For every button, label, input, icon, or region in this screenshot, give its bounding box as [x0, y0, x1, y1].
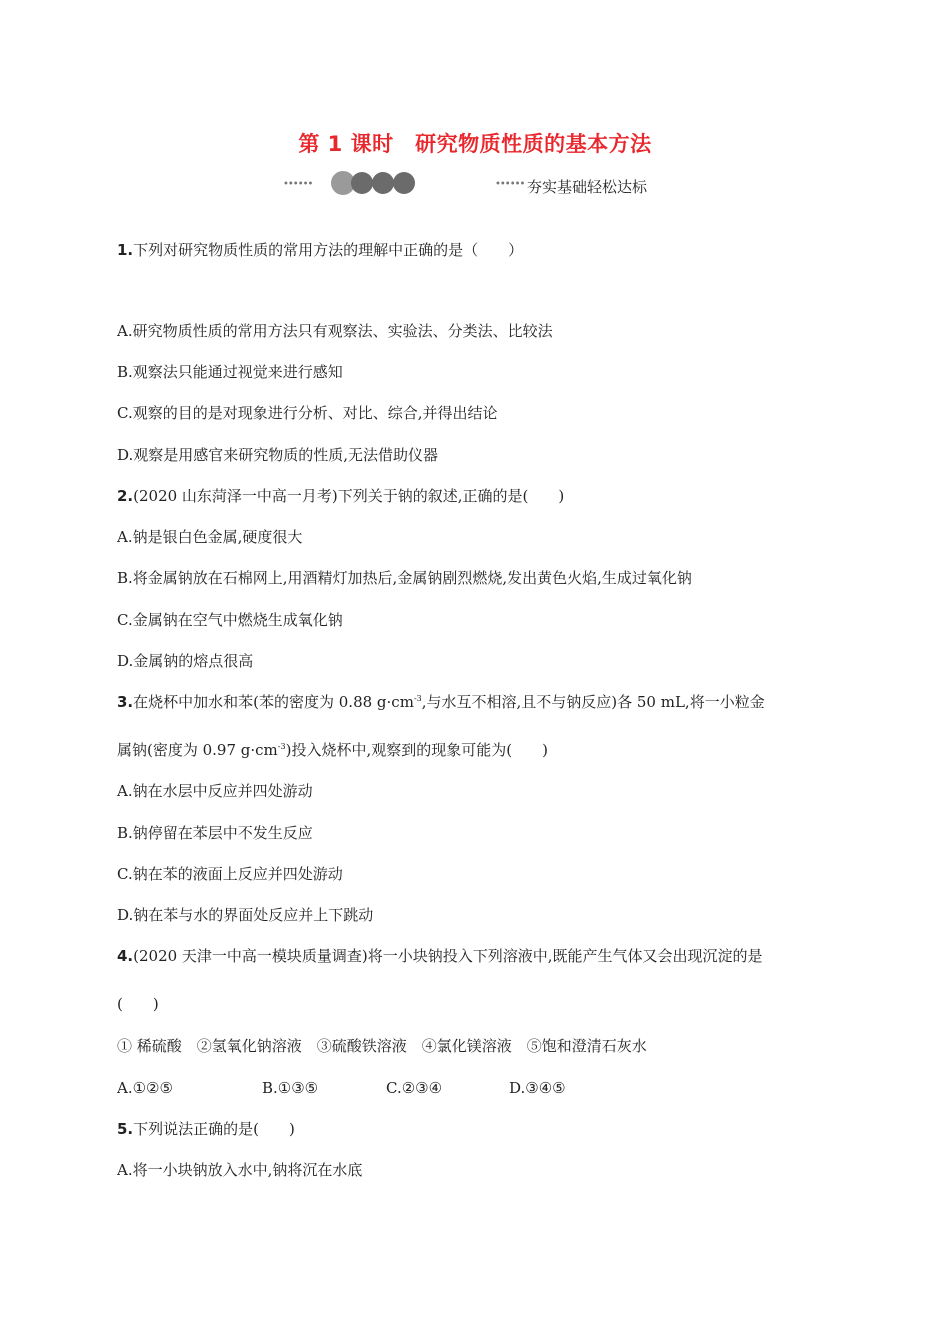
option-d: D.③④⑤ — [509, 1079, 566, 1097]
option-d: D.金属钠的熔点很高 — [117, 652, 254, 670]
question-stem: 下列对研究物质性质的常用方法的理解中正确的是（ ） — [133, 241, 524, 259]
question-4 — [117, 946, 763, 966]
question-number: 1. — [117, 241, 134, 259]
question-stem: 属钠(密度为 0.97 g·cm — [117, 741, 278, 759]
question-stem: (2020 天津一中高一模块质量调查)将一小块钠投入下列溶液中,既能产生气体又会出现沉淀的是 — [133, 947, 763, 965]
banner-dots-right: •••••• — [495, 179, 525, 190]
question-2 — [117, 486, 564, 506]
option-a: A.钠在水层中反应并四处游动 — [117, 782, 313, 800]
option-b: B.①③⑤ — [262, 1079, 319, 1097]
question-3-continued — [117, 740, 548, 760]
banner-dots-left: •••••• — [283, 179, 313, 190]
option-c: C.钠在苯的液面上反应并四处游动 — [117, 865, 343, 883]
question-stem: )投入烧杯中,观察到的现象可能为( ) — [285, 741, 548, 759]
question-number: 4. — [117, 947, 134, 965]
question-number: 2. — [117, 487, 134, 505]
section-banner — [283, 170, 683, 200]
option-a: A.钠是银白色金属,硬度很大 — [117, 528, 303, 546]
question-number: 3. — [117, 693, 134, 711]
solution-list: ① 稀硫酸 ②氢氧化钠溶液 ③硫酸铁溶液 ④氯化镁溶液 ⑤饱和澄清石灰水 — [117, 1037, 647, 1055]
option-b: B.钠停留在苯层中不发生反应 — [117, 824, 313, 842]
banner-ball-icon — [351, 172, 373, 194]
answer-parens: ( ) — [117, 995, 159, 1013]
superscript: -3 — [277, 742, 286, 751]
banner-label: 夯实基础轻松达标 — [527, 178, 648, 196]
question-stem: (2020 山东菏泽一中高一月考)下列关于钠的叙述,正确的是( ) — [133, 487, 565, 505]
page-title: 第 1 课时 研究物质性质的基本方法 — [298, 132, 652, 156]
option-a: A.研究物质性质的常用方法只有观察法、实验法、分类法、比较法 — [117, 322, 553, 340]
superscript: -3 — [413, 694, 422, 703]
question-1 — [117, 240, 523, 260]
banner-ball-icon — [393, 172, 415, 194]
question-number: 5. — [117, 1120, 134, 1138]
question-stem: 下列说法正确的是( ) — [133, 1120, 295, 1138]
option-c: C.观察的目的是对现象进行分析、对比、综合,并得出结论 — [117, 404, 498, 422]
option-row — [117, 1078, 617, 1098]
option-b: B.将金属钠放在石棉网上,用酒精灯加热后,金属钠剧烈燃烧,发出黄色火焰,生成过氧化钠 — [117, 569, 692, 587]
option-d: D.观察是用感官来研究物质的性质,无法借助仪器 — [117, 446, 439, 464]
question-stem: 在烧杯中加水和苯(苯的密度为 0.88 g·cm — [133, 693, 414, 711]
banner-ball-icon — [372, 172, 394, 194]
option-a: A.①②⑤ — [117, 1079, 173, 1097]
option-d: D.钠在苯与水的界面处反应并上下跳动 — [117, 906, 374, 924]
option-a: A.将一小块钠放入水中,钠将沉在水底 — [117, 1161, 363, 1179]
option-b: B.观察法只能通过视觉来进行感知 — [117, 363, 343, 381]
question-3 — [117, 692, 765, 712]
option-c: C.②③④ — [386, 1079, 443, 1097]
option-c: C.金属钠在空气中燃烧生成氧化钠 — [117, 611, 343, 629]
question-stem: ,与水互不相溶,且不与钠反应)各 50 mL,将一小粒金 — [421, 693, 765, 711]
question-5 — [117, 1119, 295, 1139]
